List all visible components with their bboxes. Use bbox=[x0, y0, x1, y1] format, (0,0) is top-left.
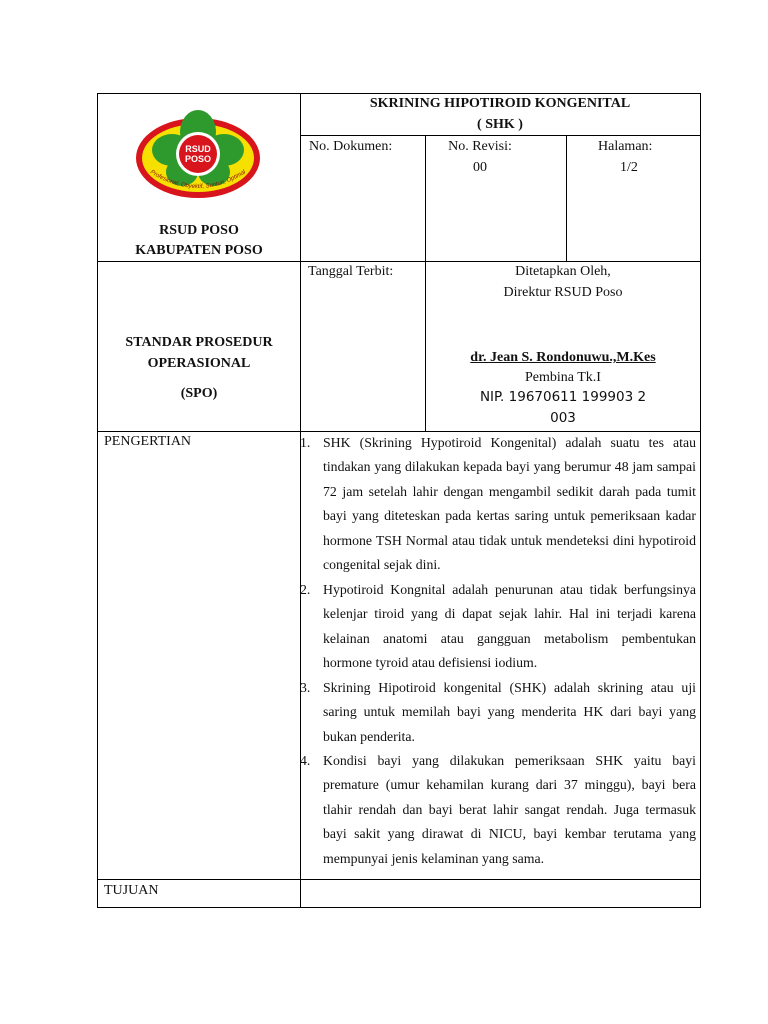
header-title-divider bbox=[300, 135, 701, 136]
table-border-left bbox=[97, 93, 98, 908]
pengertian-label: PENGERTIAN bbox=[104, 434, 192, 449]
ditetapkan-label: Ditetapkan Oleh, bbox=[515, 264, 611, 279]
tanggal-terbit-label: Tanggal Terbit: bbox=[308, 264, 394, 279]
pengertian-item-text: Hypotiroid Kongnital adalah penurunan atau tidak berfungsinya kelenjar tiroid yang di dapat sejak lahir. Hal ini terjadi karena kelainan anatomi atau gangguan metabolism pembentukan hormone tyroid atau defisiensi iodium. bbox=[323, 582, 696, 671]
no-dokumen-label: No. Dokumen: bbox=[309, 139, 393, 154]
document-title: SKRINING HIPOTIROID KONGENITAL bbox=[369, 96, 631, 111]
pengertian-item-number: 2. bbox=[300, 582, 311, 597]
pengertian-item bbox=[300, 431, 696, 577]
table-border-right bbox=[700, 93, 701, 908]
no-revisi-label: No. Revisi: bbox=[448, 139, 512, 154]
header-bottom-divider bbox=[97, 261, 701, 262]
pengertian-item bbox=[300, 749, 696, 871]
direktur-label: Direktur RSUD Poso bbox=[503, 285, 623, 300]
halaman-value: 1/2 bbox=[620, 160, 638, 175]
logo-text-bottom: POSO bbox=[184, 154, 212, 164]
revisi-halaman-divider bbox=[566, 135, 567, 262]
pengertian-bottom-divider bbox=[97, 879, 701, 880]
pengertian-item-text: SHK (Skrining Hypotiroid Kongenital) adalah suatu tes atau tindakan yang dilakukan kepada bayi yang berumur 48 jam sampai 72 jam setelah lahir dengan mengambil sedikit darah pada tumit bayi yang diteteskan pada kertas saring untuk pemeriksaan kadar hormone TSH Normal atau tidak untuk mendeteksi dini hypotiroid congenital sejak dini. bbox=[323, 435, 696, 573]
logo-motto: Profesional, Obyektif, Santun, Optimal bbox=[149, 169, 247, 191]
director-nip-line1: NIP. 19670611 199903 2 bbox=[479, 389, 647, 405]
pengertian-item bbox=[300, 676, 696, 749]
logo-text-top: RSUD bbox=[185, 144, 211, 154]
pengertian-item-text: Kondisi bayi yang dilakukan pemeriksaan SHK yaitu bayi premature (umur kehamilan kurang dari 37 minggu), bayi bera tlahir rendah dan bayi berat lahir sangat rendah. Juga termasuk bayi sakit yang dirawat di NICU, bayi kembar terutama yang mempunyai jenis kelaminan yang sama. bbox=[323, 753, 696, 866]
pengertian-item-number: 3. bbox=[300, 680, 311, 695]
pengertian-item-number: 4. bbox=[300, 753, 311, 768]
table-border-top bbox=[97, 93, 701, 94]
spo-title-line2: OPERASIONAL bbox=[147, 356, 251, 371]
halaman-label: Halaman: bbox=[598, 139, 653, 154]
spo-title-line1: STANDAR PROSEDUR bbox=[125, 335, 273, 350]
hospital-logo bbox=[132, 106, 264, 206]
pengertian-item-text: Skrining Hipotiroid kongenital (SHK) adalah skrining atau uji saring untuk memilah bayi yang menderita HK dari bayi yang bukan penderita. bbox=[323, 680, 696, 744]
hospital-regency: KABUPATEN POSO bbox=[135, 243, 263, 258]
spo-abbr: (SPO) bbox=[180, 386, 218, 401]
hospital-name: RSUD POSO bbox=[159, 223, 239, 238]
table-border-bottom bbox=[97, 907, 701, 908]
director-rank: Pembina Tk.I bbox=[525, 370, 601, 385]
document-title-abbr: ( SHK ) bbox=[477, 117, 523, 132]
pengertian-item bbox=[300, 578, 696, 676]
tujuan-label: TUJUAN bbox=[104, 883, 159, 898]
director-nip-line2: 003 bbox=[550, 410, 576, 426]
no-revisi-value: 00 bbox=[473, 160, 487, 175]
pengertian-item-number: 1. bbox=[300, 435, 311, 450]
director-name: dr. Jean S. Rondonuwu.,M.Kes bbox=[470, 350, 656, 365]
